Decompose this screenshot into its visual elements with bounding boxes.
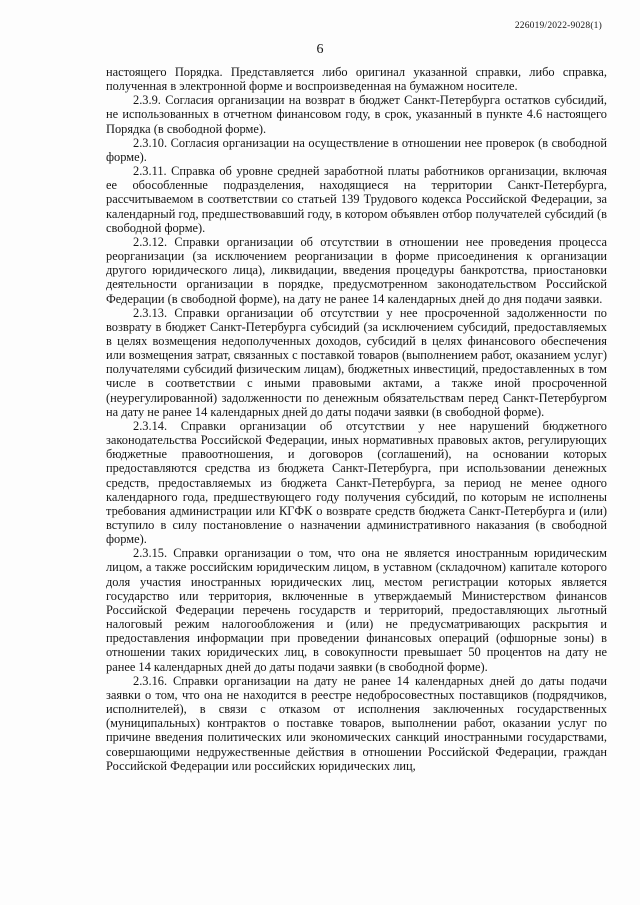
paragraph-2-3-12: 2.3.12. Справки организации об отсутствии в отношении нее проведения процесса реорганизации (за исключением реорганизации в форме присоединения к организации другого юридического лица), ликвидации, введения процедуры банкротства, приостановки деятельности организации в порядке, предусмотренном законодательством Российской Федерации (в свободной форме), на дату не ранее 14 календарных дней до дня подачи заявки. [106, 234, 607, 306]
page-number: 6 [316, 42, 324, 57]
paragraph-2-3-14: 2.3.14. Справки организации об отсутствии у нее нарушений бюджетного законодательства Российской Федерации, иных нормативных правовых актов, регулирующих бюджетные правоотношения, и договоров (соглашений), на основании которых предоставляются средства из бюджета Санкт-Петербурга, при использовании денежных средств, предоставляемых из бюджета Санкт-Петербурга, за период не менее одного календарного года, предшествующего году получения субсидий, по которым не исполнены требования администрации или КГФК о возврате средств бюджета Санкт-Петербурга и (или) вступило в силу постановление о назначении административного наказания (в свободной форме). [106, 418, 607, 547]
paragraph-continuation: настоящего Порядка. Представляется либо оригинал указанной справки, либо справка, полученная в электронной форме и воспроизведенная на бумажном носителе. [106, 65, 607, 94]
paragraph-2-3-13: 2.3.13. Справки организации об отсутствии у нее просроченной задолженности по возврату в бюджет Санкт-Петербурга субсидий (за исключением субсидий, предоставляемых в целях возмещения недополученных доходов, субсидий в целях финансового обеспечения или возмещения затрат, связанных с поставкой товаров (выполнением работ, оказанием услуг) получателями субсидий физическим лицам), бюджетных инвестиций, предоставленных в том числе в соответствии с иными правовыми актами, а также иной просроченной (неурегулированной) задолженности по денежным обязательствам перед Санкт-Петербургом на дату не ранее 14 календарных дней до даты подачи заявки (в свободной форме). [106, 305, 607, 419]
paragraph-2-3-11: 2.3.11. Справка об уровне средней заработной платы работников организации, включая ее обособленные подразделения, находящиеся на территории Санкт-Петербурга, рассчитываемом в соответствии со статьей 139 Трудового кодекса Российской Федерации, за календарный год, предшествовавший году, в котором объявлен отбор получателей субсидий (в свободной форме). [106, 164, 607, 235]
paragraph-2-3-9: 2.3.9. Согласия организации на возврат в бюджет Санкт-Петербурга остатков субсидий, не использованных в отчетном финансовом году, в срок, указанный в пункте 4.6 настоящего Порядка (в свободной форме). [106, 93, 607, 136]
document-registration-number: 226019/2022-9028(1) [514, 21, 602, 31]
paragraph-2-3-16: 2.3.16. Справки организации на дату не ранее 14 календарных дней до даты подачи заявки о том, что она не находится в реестре недобросовестных поставщиков (подрядчиков, исполнителей), в связи с отказом от исполнения заключенных государственных (муниципальных) контрактов о поставке товаров, выполнении работ, оказании услуг по причине введения политических или экономических санкций иностранными государствами, совершающими недружественные действия в отношении Российской Федерации, граждан Российской Федерации или российских юридических лиц, [106, 673, 607, 773]
document-body [106, 65, 607, 773]
paragraph-2-3-15: 2.3.15. Справки организации о том, что она не является иностранным юридическим лицом, а также российским юридическим лицом, в уставном (складочном) капитале которого доля участия иностранных юридических лиц, местом регистрации которых является государство или территория, включенные в утверждаемый Министерством финансов Российской Федерации перечень государств и территорий, предоставляющих льготный налоговый режим налогообложения и (или) не предусматривающих раскрытия и предоставления информации при проведении финансовых операций (офшорные зоны) в отношении таких юридических лиц, в совокупности превышает 50 процентов на дату не ранее 14 календарных дней до даты подачи заявки (в свободной форме). [106, 546, 607, 674]
paragraph-2-3-10: 2.3.10. Согласия организации на осуществление в отношении нее проверок (в свободной форме). [106, 135, 607, 164]
